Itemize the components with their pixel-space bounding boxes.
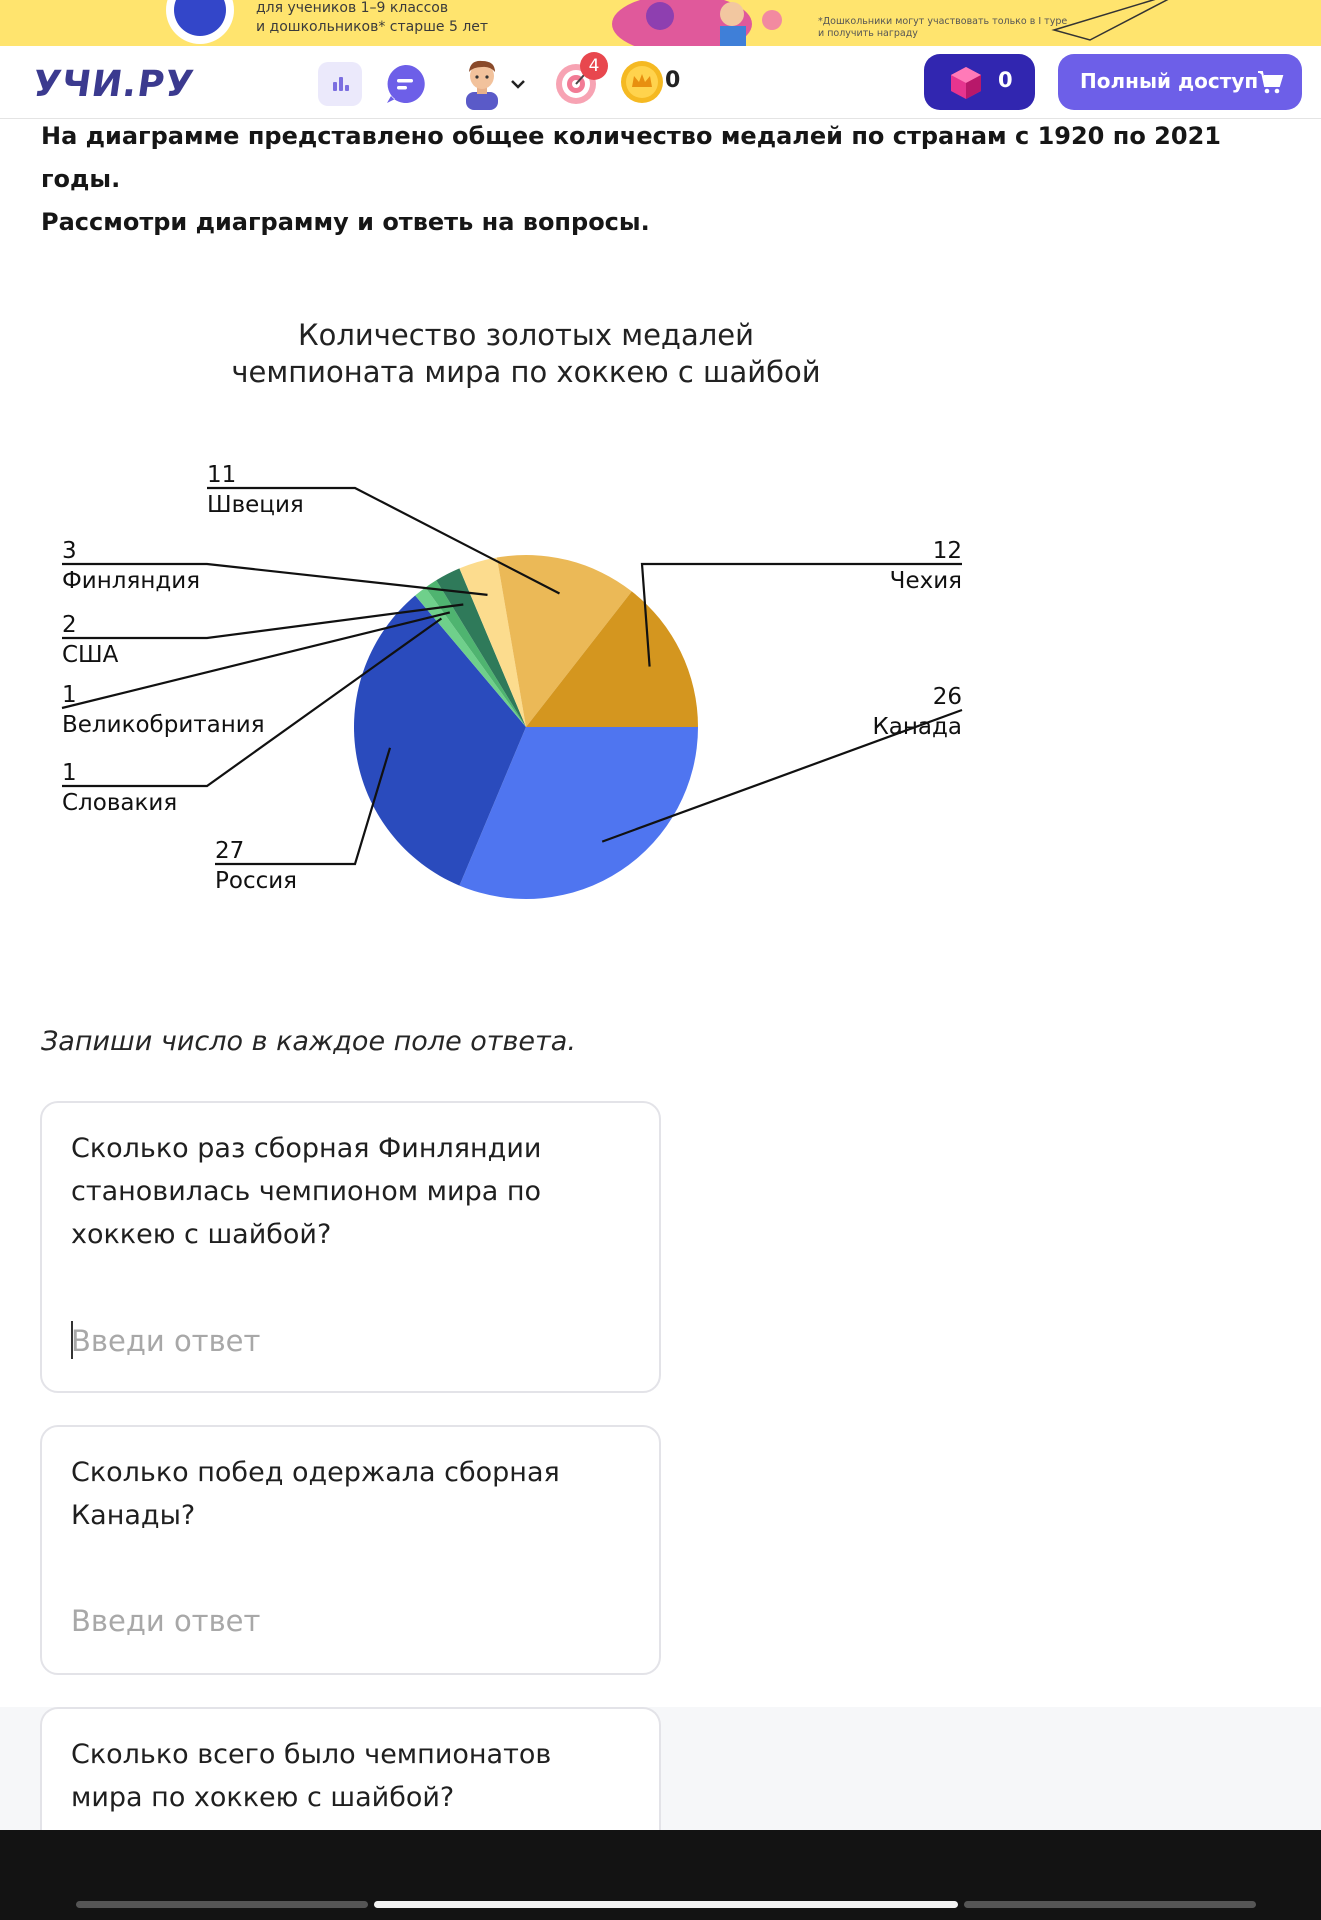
slice-value-label-3: 1 (62, 760, 77, 786)
task-description (41, 115, 1301, 244)
slice-value-label-8: 12 (932, 538, 962, 564)
question-text: Сколько побед одержала сборная Канады? (71, 1457, 560, 1531)
gem-icon (948, 65, 984, 101)
banner-note-line2: и получить награду (818, 28, 918, 39)
user-avatar[interactable] (458, 56, 506, 110)
slice-name-label-8: Чехия (889, 568, 962, 594)
chart-title-line1: Количество золотых медалей (298, 318, 754, 352)
gems-count: 0 (998, 68, 1013, 92)
crown-icon[interactable] (620, 60, 664, 104)
avatar-icon (458, 56, 506, 110)
crown-count: 0 (665, 68, 681, 93)
banner-illustration (612, 0, 812, 46)
uchi-logo[interactable]: УЧИ.РУ (30, 64, 197, 105)
home-indicator[interactable] (374, 1901, 958, 1908)
banner-text-line2: и дошкольников* старше 5 лет (256, 19, 489, 35)
chat-button[interactable] (383, 62, 427, 106)
task-line-1: На диаграмме представлено общее количество медалей по странам с 1920 по 2021 годы. (41, 122, 1221, 193)
slice-name-label-3: Словакия (62, 790, 178, 816)
banner-note-line1: *Дошкольники могут участвовать только в I туре (818, 16, 1068, 27)
gems-button[interactable] (924, 54, 1035, 110)
slice-value-label-4: 1 (62, 682, 77, 708)
answer-input-1[interactable] (71, 1319, 611, 1363)
notification-badge: 4 (580, 52, 608, 80)
slice-name-label-4: Великобритания (62, 712, 265, 738)
pie-chart (0, 300, 1321, 940)
olympiad-logo (166, 0, 234, 44)
slice-value-label-1: 26 (932, 684, 962, 710)
question-card-1 (40, 1101, 661, 1393)
stats-button[interactable] (318, 62, 362, 106)
slice-name-label-2: Россия (215, 868, 298, 894)
paper-plane-icon (1050, 0, 1190, 46)
page-scroll-indicator-right (964, 1901, 1256, 1908)
answer-input-2[interactable] (71, 1599, 611, 1643)
slice-name-label-1: Канада (872, 714, 962, 740)
slice-value-label-6: 3 (62, 538, 77, 564)
slice-value-label-2: 27 (215, 838, 245, 864)
slice-value-label-5: 2 (62, 612, 77, 638)
chevron-down-icon[interactable] (508, 74, 528, 94)
question-text: Сколько раз сборная Финляндии становилась чемпионом мира по хоккею с шайбой? (71, 1133, 542, 1250)
banner-text-line1: для учеников 1–9 классов (256, 0, 449, 16)
promo-banner[interactable] (0, 0, 1321, 46)
pie-chart-svg (0, 300, 1321, 940)
slice-name-label-7: Швеция (207, 492, 304, 518)
full-access-button[interactable] (1058, 54, 1302, 110)
instruction-text: Запиши число в каждое поле ответа. (41, 1026, 576, 1057)
slice-value-label-7: 11 (207, 462, 237, 488)
slice-name-label-5: США (62, 642, 119, 668)
full-access-label: Полный доступ (1080, 69, 1259, 93)
question-text: Сколько всего было чемпионатов мира по хоккею с шайбой? (71, 1739, 552, 1813)
chat-bubble-icon (383, 62, 427, 106)
bar-chart-icon (318, 62, 362, 106)
chart-title-line2: чемпионата мира по хоккею с шайбой (231, 355, 821, 389)
task-line-2: Рассмотри диаграмму и ответь на вопросы. (41, 208, 650, 236)
cart-icon (1256, 68, 1284, 96)
question-card-2 (40, 1425, 661, 1675)
page-scroll-indicator-left (76, 1901, 368, 1908)
slice-name-label-6: Финляндия (62, 568, 201, 594)
top-header (0, 46, 1321, 119)
